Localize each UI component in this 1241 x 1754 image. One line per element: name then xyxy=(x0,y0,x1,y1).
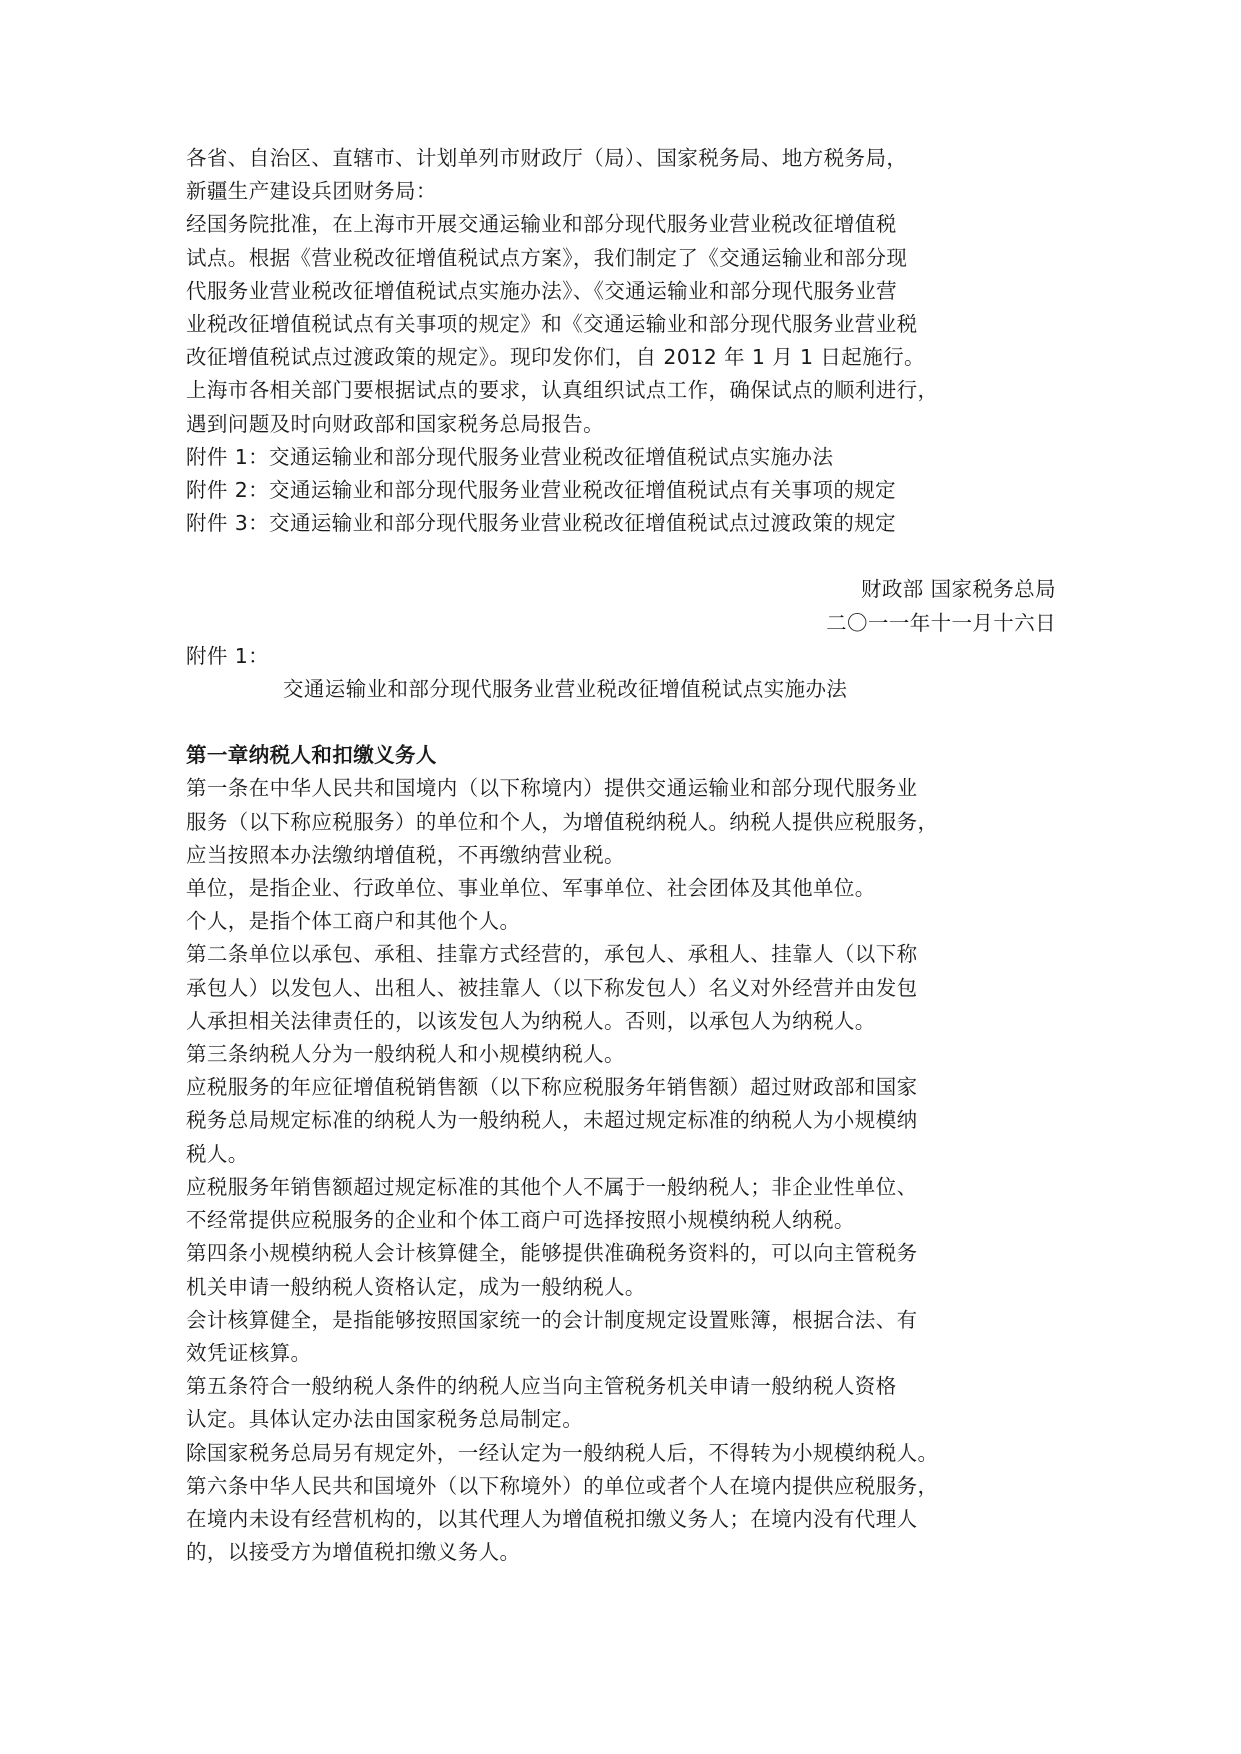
text-line: 税人。 xyxy=(186,1141,249,1166)
text-line: 第一条在中华人民共和国境内（以下称境内）提供交通运输业和部分现代服务业 xyxy=(186,776,918,801)
text-line: 应税服务年销售额超过规定标准的其他个人不属于一般纳税人；非企业性单位、 xyxy=(186,1174,918,1199)
text-line: 各省、自治区、直辖市、计划单列市财政厅（局）、国家税务局、地方税务局， xyxy=(186,146,908,170)
text-line: 不经常提供应税服务的企业和个体工商户可选择按照小规模纳税人纳税。 xyxy=(186,1208,855,1233)
attachment-item: 附件 3：交通运输业和部分现代服务业营业税改征增值税试点过渡政策的规定 xyxy=(186,511,897,536)
text-line: 税务总局规定标准的纳税人为一般纳税人，未超过规定标准的纳税人为小规模纳 xyxy=(186,1108,918,1133)
annex-articles xyxy=(186,772,1056,1569)
text-line: 在境内未设有经营机构的，以其代理人为增值税扣缴义务人；在境内没有代理人 xyxy=(186,1506,918,1531)
chapter-heading: 第一章纳税人和扣缴义务人 xyxy=(186,743,437,768)
text-line: 第四条小规模纳税人会计核算健全，能够提供准确税务资料的，可以向主管税务 xyxy=(186,1241,918,1266)
text-line: 服务（以下称应税服务）的单位和个人，为增值税纳税人。纳税人提供应税服务， xyxy=(186,809,939,834)
text-line: 应当按照本办法缴纳增值税，不再缴纳营业税。 xyxy=(186,842,625,867)
signature: 财政部 国家税务总局 xyxy=(860,577,1056,602)
attachment-list xyxy=(186,441,1056,541)
text-line: 第五条符合一般纳税人条件的纳税人应当向主管税务机关申请一般纳税人资格 xyxy=(186,1374,897,1399)
text-line: 除国家税务总局另有规定外，一经认定为一般纳税人后，不得转为小规模纳税人。 xyxy=(186,1440,939,1465)
text-line: 遇到问题及时向财政部和国家税务总局报告。 xyxy=(186,411,604,436)
attachment-item: 附件 1：交通运输业和部分现代服务业营业税改征增值税试点实施办法 xyxy=(186,444,834,469)
text-line: 机关申请一般纳税人资格认定，成为一般纳税人。 xyxy=(186,1274,646,1299)
text-line: 承包人）以发包人、出租人、被挂靠人（以下称发包人）名义对外经营并由发包 xyxy=(186,975,918,1000)
text-line: 单位，是指企业、行政单位、事业单位、军事单位、社会团体及其他单位。 xyxy=(186,876,876,901)
text-line: 应税服务的年应征增值税销售额（以下称应税服务年销售额）超过财政部和国家 xyxy=(186,1075,918,1100)
text-line: 试点。根据《营业税改征增值税试点方案》，我们制定了《交通运输业和部分现 xyxy=(186,245,908,270)
issue-date: 二〇一一年十一月十六日 xyxy=(826,610,1056,635)
text-line: 新疆生产建设兵团财务局： xyxy=(186,179,437,204)
text-line: 效凭证核算。 xyxy=(186,1340,312,1365)
spacer xyxy=(186,540,1056,573)
text-line: 第二条单位以承包、承租、挂靠方式经营的，承包人、承租人、挂靠人（以下称 xyxy=(186,942,918,967)
text-line: 个人，是指个体工商户和其他个人。 xyxy=(186,909,521,934)
text-line: 会计核算健全，是指能够按照国家统一的会计制度规定设置账簿，根据合法、有 xyxy=(186,1307,918,1332)
notice-addressee xyxy=(186,142,1056,208)
document-page xyxy=(186,142,1056,1569)
annex-label: 附件 1： xyxy=(186,643,270,668)
text-line: 代服务业营业税改征增值税试点实施办法》、《交通运输业和部分现代服务业营 xyxy=(186,278,897,303)
annex-title: 交通运输业和部分现代服务业营业税改征增值税试点实施办法 xyxy=(283,677,848,702)
text-line: 经国务院批准，在上海市开展交通运输业和部分现代服务业营业税改征增值税 xyxy=(186,212,897,237)
text-line: 第三条纳税人分为一般纳税人和小规模纳税人。 xyxy=(186,1042,625,1067)
spacer xyxy=(186,706,1056,739)
notice-body xyxy=(186,208,1056,440)
text-line: 第六条中华人民共和国境外（以下称境外）的单位或者个人在境内提供应税服务， xyxy=(186,1473,939,1498)
text-line: 人承担相关法律责任的，以该发包人为纳税人。否则，以承包人为纳税人。 xyxy=(186,1008,876,1033)
text-line: 认定。具体认定办法由国家税务总局制定。 xyxy=(186,1407,584,1432)
text-line: 的，以接受方为增值税扣缴义务人。 xyxy=(186,1540,521,1565)
text-line: 改征增值税试点过渡政策的规定》。现印发你们，自 2012 年 1 月 1 日起施行。 xyxy=(186,345,925,370)
text-line: 上海市各相关部门要根据试点的要求，认真组织试点工作，确保试点的顺利进行， xyxy=(186,378,939,403)
text-line: 业税改征增值税试点有关事项的规定》和《交通运输业和部分现代服务业营业税 xyxy=(186,312,918,337)
attachment-item: 附件 2：交通运输业和部分现代服务业营业税改征增值税试点有关事项的规定 xyxy=(186,478,897,503)
